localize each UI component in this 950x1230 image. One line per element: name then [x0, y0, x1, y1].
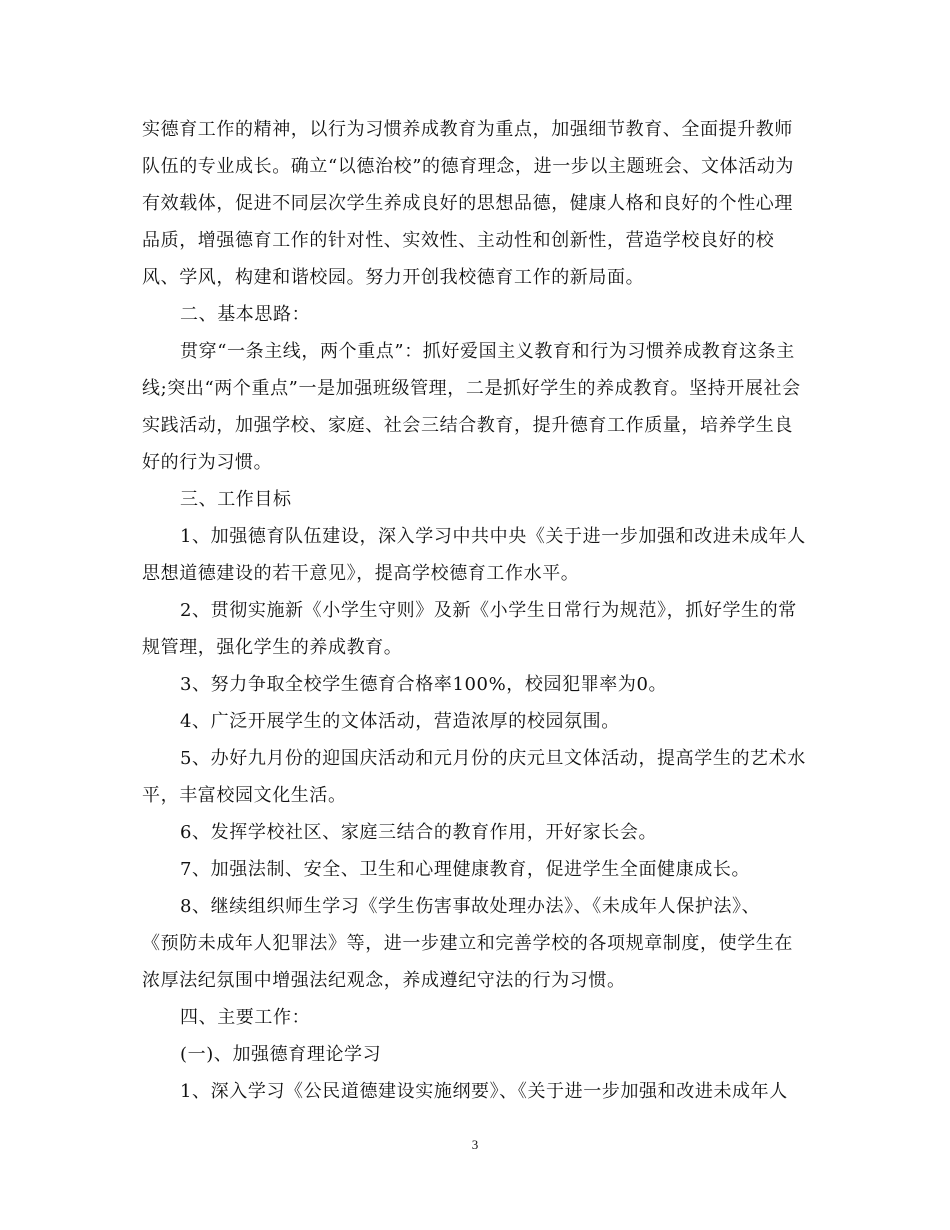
text-line: 平，丰富校园文化生活。 [142, 785, 347, 806]
text-line: 品质，增强德育工作的针对性、实效性、主动性和创新性，营造学校良好的校 [142, 230, 775, 251]
list-item: 3、努力争取全校学生德育合格率100%，校园犯罪率为0。 [180, 674, 668, 695]
section-heading: 三、工作目标 [180, 489, 292, 510]
list-item: 4、广泛开展学生的文体活动，营造浓厚的校园氛围。 [180, 711, 620, 732]
text-line: 《预防未成年人犯罪法》等，进一步建立和完善学校的各项规章制度，使学生在 [142, 933, 793, 954]
list-item: 7、加强法制、安全、卫生和心理健康教育，促进学生全面健康成长。 [180, 859, 751, 880]
text-line: 浓厚法纪氛围中增强法纪观念，养成遵纪守法的行为习惯。 [142, 970, 626, 991]
subsection-heading: (一)、加强德育理论学习 [180, 1044, 382, 1065]
page-number: 3 [471, 1137, 479, 1152]
text-line: 规管理，强化学生的养成教育。 [142, 637, 403, 658]
text-line: 队伍的专业成长。确立“以德治校”的德育理念，进一步以主题班会、文体活动为 [142, 156, 795, 177]
text-line: 风、学风，构建和谐校园。努力开创我校德育工作的新局面。 [142, 267, 645, 288]
list-item: 6、发挥学校社区、家庭三结合的教育作用，开好家长会。 [180, 822, 658, 843]
list-item: 2、贯彻实施新《小学生守则》及新《小学生日常行为规范》，抓好学生的常 [180, 600, 797, 621]
list-item: 1、深入学习《公民道德建设实施纲要》、《关于进一步加强和改进未成年人 [180, 1081, 788, 1102]
section-heading: 二、基本思路： [180, 304, 311, 325]
list-item: 1、加强德育队伍建设，深入学习中共中央《关于进一步加强和改进未成年人 [180, 526, 806, 547]
text-line: 实德育工作的精神，以行为习惯养成教育为重点，加强细节教育、全面提升教师 [142, 119, 793, 140]
text-line: 线;突出“两个重点”一是加强班级管理，二是抓好学生的养成教育。坚持开展社会 [142, 378, 801, 399]
list-item: 5、办好九月份的迎国庆活动和元月份的庆元旦文体活动，提高学生的艺术水 [180, 748, 806, 769]
text-line: 实践活动，加强学校、家庭、社会三结合教育，提升德育工作质量，培养学生良 [142, 415, 793, 436]
list-item: 8、继续组织师生学习《学生伤害事故处理办法》、《未成年人保护法》、 [180, 896, 761, 917]
section-heading: 四、主要工作： [180, 1007, 311, 1028]
text-line: 有效载体，促进不同层次学生养成良好的思想品德，健康人格和良好的个性心理 [142, 193, 793, 214]
text-line: 好的行为习惯。 [142, 452, 273, 473]
text-line: 贯穿“一条主线，两个重点”：抓好爱国主义教育和行为习惯养成教育这条主 [180, 341, 795, 362]
text-line: 思想道德建设的若干意见》，提高学校德育工作水平。 [142, 563, 580, 584]
